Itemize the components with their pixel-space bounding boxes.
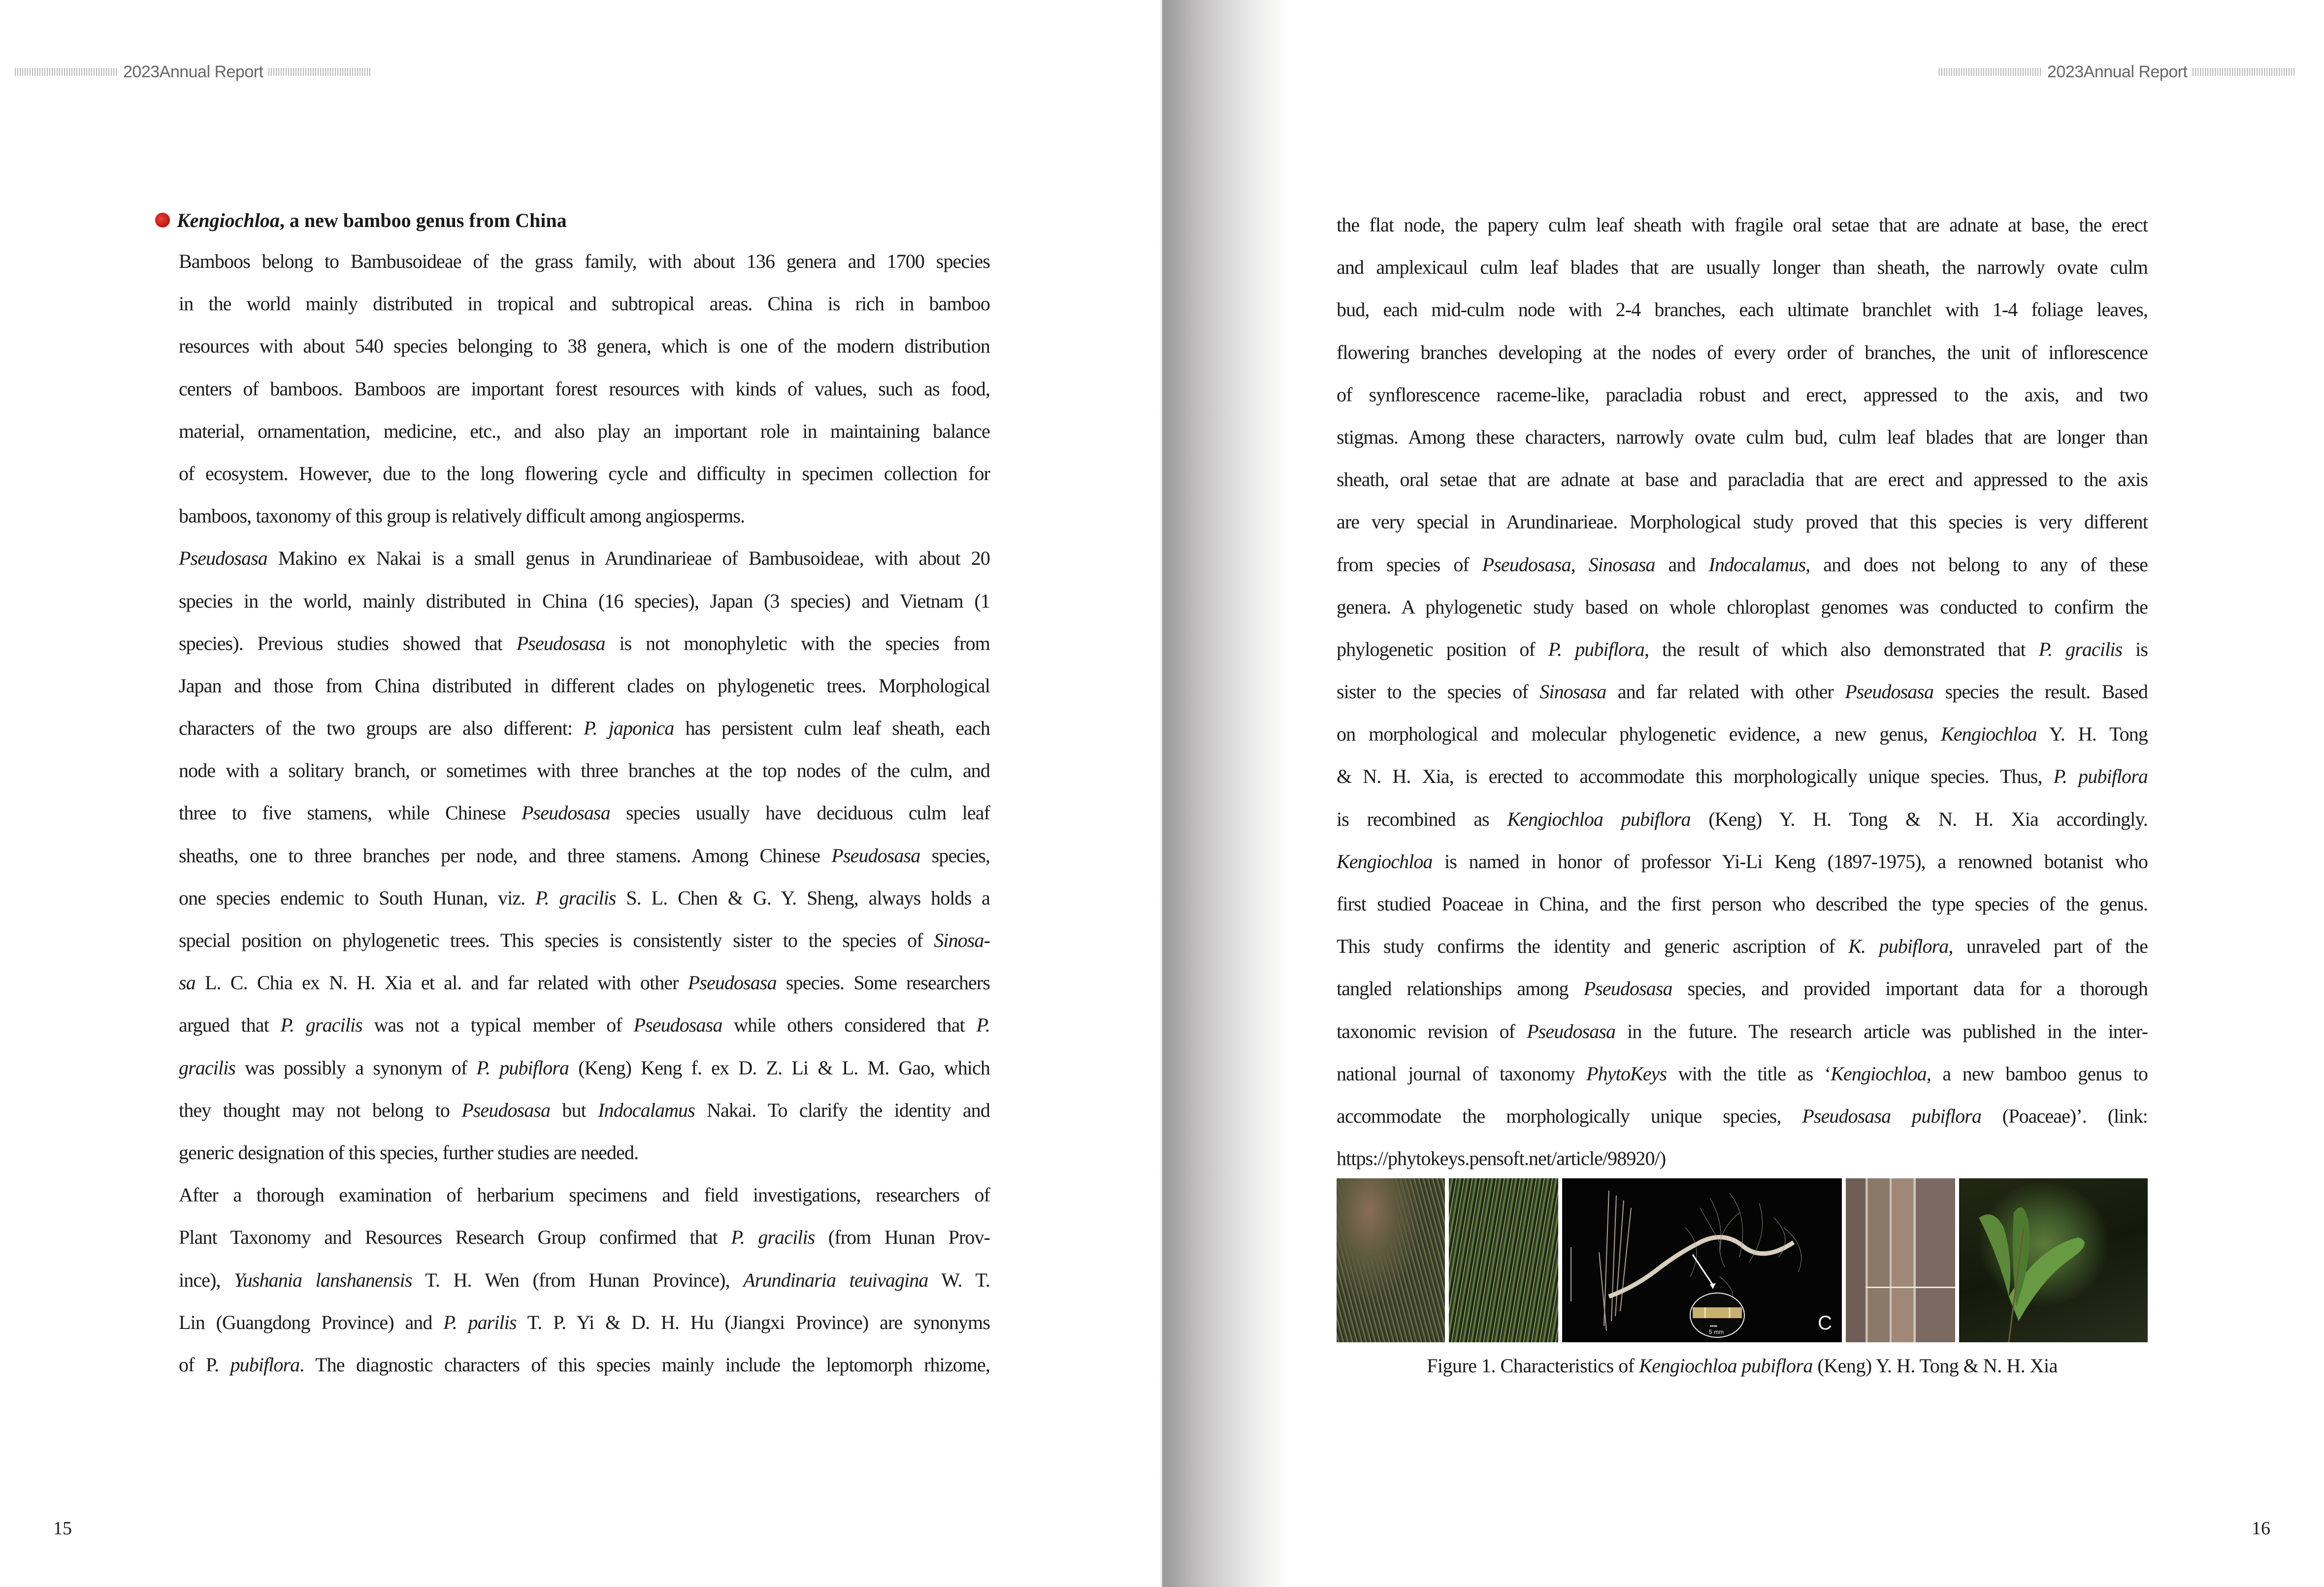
italic-taxon: P. [976, 1014, 990, 1036]
text-line [1337, 1137, 2148, 1180]
text-run: and amplexicaul culm leaf blades that are usually longer than sheath, the narrowly ovate culm [1337, 256, 2148, 279]
italic-taxon: Kengiochloa pubiflora [1639, 1355, 1813, 1377]
italic-taxon: Kengiochloa [1941, 723, 2037, 745]
text-line [179, 283, 990, 325]
italic-taxon: P. pubiflora [1548, 638, 1644, 660]
text-line [1337, 374, 2148, 416]
text-run: https://phytokeys.pensoft.net/article/98920/) [1337, 1147, 1666, 1170]
page-number-left: 15 [53, 1518, 72, 1539]
text-line [1337, 925, 2148, 968]
text-run: they thought may not belong to [179, 1099, 462, 1121]
text-run: Lin (Guangdong Province) and [179, 1311, 444, 1333]
text-run: argued that [179, 1014, 281, 1036]
text-line [179, 665, 990, 707]
text-line [1337, 1010, 2148, 1053]
text-run: generic designation of this species, further studies are needed. [179, 1141, 639, 1164]
italic-taxon: Pseudosasa [633, 1014, 722, 1036]
text-line [179, 453, 990, 495]
text-run: flowering branches developing at the nodes of every order of branches, the unit of inflorescence [1337, 341, 2148, 363]
text-run: in the world mainly distributed in tropical and subtropical areas. China is rich in bamboo [179, 292, 990, 315]
text-run: accommodate the morphologically unique species, [1337, 1104, 1802, 1127]
text-line [179, 240, 990, 283]
text-run: is [2122, 638, 2148, 660]
text-line [1337, 544, 2148, 586]
text-run: are very special in Arundinarieae. Morphological study proved that this species is very different [1337, 511, 2148, 533]
heading-text: , a new bamboo genus from China [279, 209, 567, 231]
italic-taxon: Arundinaria teuivagina [743, 1268, 928, 1291]
italic-taxon: Pseudosasa [461, 1099, 551, 1121]
text-line [179, 1216, 990, 1259]
text-run: . The diagnostic characters of this species mainly include the leptomorph rhizome, [299, 1353, 990, 1376]
text-run: three to five stamens, while Chinese [179, 802, 522, 824]
figure-1 [1337, 1178, 2148, 1342]
book-spine-shadow [1162, 0, 1290, 1587]
text-run: of P. [179, 1353, 230, 1376]
text-line [1337, 883, 2148, 925]
text-run: first studied Poaceae in China, and the first person who described the type species of the genus. [1337, 893, 2148, 915]
body-text [1337, 204, 2148, 1180]
text-line [1337, 841, 2148, 883]
italic-taxon: gracilis [179, 1056, 236, 1079]
text-run: genera. A phylogenetic study based on whole chloroplast genomes was conducted to confirm the [1337, 595, 2148, 618]
text-run: W. T. [928, 1268, 990, 1291]
text-run: Makino ex Nakai is a small genus in Arundinarieae of Bambusoideae, with about 20 [267, 547, 990, 570]
text-run: , the result of which also demonstrated that [1644, 638, 2039, 660]
text-line [179, 325, 990, 367]
text-run: (from Hunan Prov- [815, 1226, 990, 1249]
text-run: taxonomic revision of [1337, 1020, 1527, 1042]
italic-taxon: Yushania lanshanensis [234, 1268, 412, 1291]
text-run: T. P. Yi & D. H. Hu (Jiangxi Province) are synonyms [516, 1311, 990, 1333]
text-line [1337, 458, 2148, 501]
text-run: Figure 1. Characteristics of [1427, 1355, 1639, 1377]
italic-taxon: K. pubiflora [1848, 935, 1949, 958]
running-head-left [15, 62, 372, 82]
text-line [179, 1089, 990, 1132]
figure-photo-clump [1449, 1178, 1558, 1342]
text-run: and far related with other [1606, 680, 1845, 703]
italic-taxon: Pseudosasa [516, 632, 605, 654]
text-line [179, 877, 990, 919]
text-run: one species endemic to South Hunan, viz. [179, 886, 536, 909]
text-run: species, [920, 844, 990, 867]
text-run: species, and provided important data for a thorough [1672, 977, 2148, 1000]
italic-taxon: P. parilis [443, 1311, 517, 1333]
text-run: & N. H. Xia, is erected to accommodate this morphologically unique species. Thus, [1337, 765, 2054, 788]
text-run: but [550, 1099, 598, 1121]
text-run: sheath, oral setae that are adnate at base and paracladia that are erect and appressed to the axis [1337, 468, 2148, 491]
italic-taxon: P. gracilis [535, 886, 616, 909]
text-line [179, 495, 990, 537]
text-line [179, 580, 990, 622]
text-run: characters of the two groups are also different: [179, 717, 584, 740]
italic-taxon: Kengiochloa [1831, 1062, 1927, 1085]
text-run: , [1571, 553, 1589, 576]
text-line [179, 792, 990, 834]
text-line [1337, 416, 2148, 458]
text-line [179, 835, 990, 877]
text-line [1337, 755, 2148, 798]
text-run: is named in honor of professor Yi-Li Keng (1897-1975), a renowned botanist who [1432, 850, 2148, 873]
text-run: has persistent culm leaf sheath, each [674, 717, 990, 740]
italic-taxon: Pseudosasa [521, 802, 610, 824]
leaves-illustration [1959, 1178, 2148, 1342]
italic-taxon: Sinosa- [934, 929, 990, 951]
text-run: T. H. Wen (from Hunan Province), [412, 1268, 744, 1291]
figure-photo-habitat [1337, 1178, 1445, 1342]
text-line [179, 368, 990, 410]
text-line [1337, 628, 2148, 671]
text-line [179, 1259, 990, 1301]
running-head-title: 2023Annual Report [123, 62, 263, 81]
text-line [179, 1301, 990, 1344]
italic-taxon: P. pubiflora [476, 1056, 569, 1079]
text-line [1337, 1053, 2148, 1095]
text-run: This study confirms the identity and generic ascription of [1337, 935, 1849, 958]
text-run: on morphological and molecular phylogenetic evidence, a new genus, [1337, 723, 1941, 745]
text-run: ince), [179, 1268, 234, 1291]
left-text-column [179, 204, 990, 1386]
text-run: with the title as ‘ [1667, 1062, 1831, 1085]
decorative-rule [268, 68, 372, 76]
italic-taxon: sa [179, 972, 196, 994]
text-run: stigmas. Among these characters, narrowly ovate culm bud, culm leaf blades that are longer than [1337, 425, 2148, 448]
text-run: node with a solitary branch, or sometimes with three branches at the top nodes of the culm, and [179, 759, 990, 782]
italic-taxon: Sinosasa [1588, 553, 1655, 576]
figure-caption [1337, 1354, 2148, 1377]
decorative-rule [2193, 68, 2296, 76]
text-run: national journal of taxonomy [1337, 1062, 1587, 1085]
text-line [1337, 1095, 2148, 1137]
text-run: Nakai. To clarify the identity and [694, 1099, 990, 1121]
italic-taxon: Pseudosasa [179, 547, 267, 570]
text-run: tangled relationships among [1337, 977, 1584, 1000]
text-run: was possibly a synonym of [235, 1056, 477, 1079]
text-run: S. L. Chen & G. Y. Sheng, always holds a [616, 886, 990, 909]
text-run: (Keng) Keng f. ex D. Z. Li & L. M. Gao, which [569, 1056, 990, 1079]
text-run: the flat node, the papery culm leaf sheath with fragile oral setae that are adnate at base, the erect [1337, 214, 2148, 236]
text-line [1337, 586, 2148, 628]
text-run: species. Some researchers [776, 972, 990, 994]
body-text [179, 240, 990, 1386]
text-line [1337, 289, 2148, 331]
text-line [179, 1004, 990, 1046]
page-number-right: 16 [2252, 1518, 2270, 1539]
italic-taxon: Indocalamus [1708, 553, 1806, 576]
text-run: from species of [1337, 553, 1482, 576]
text-run: special position on phylogenetic trees. This species is consistently sister to the species of [179, 929, 934, 951]
text-line [179, 1047, 990, 1089]
text-run: phylogenetic position of [1337, 638, 1548, 660]
text-line [179, 1344, 990, 1386]
decorative-rule [15, 68, 118, 76]
text-run: is recombined as [1337, 808, 1507, 830]
text-run: species the result. Based [1933, 680, 2148, 703]
italic-taxon: Pseudosasa [1527, 1020, 1616, 1042]
italic-taxon: Kengiochloa [1337, 850, 1433, 873]
rhizome-illustration [1562, 1178, 1842, 1342]
text-run: while others considered that [722, 1014, 977, 1036]
text-line [1337, 331, 2148, 374]
italic-taxon: Pseudosasa [831, 844, 920, 867]
text-line [1337, 798, 2148, 841]
figure-photo-leaves [1959, 1178, 2148, 1342]
text-run: of ecosystem. However, due to the long flowering cycle and difficulty in specimen collection for [179, 462, 990, 485]
italic-taxon: Kengiochloa pubiflora [1507, 808, 1691, 830]
text-run: Japan and those from China distributed in different clades on phylogenetic trees. Morphological [179, 674, 990, 697]
text-run: material, ornamentation, medicine, etc., and also play an important role in maintaining balance [179, 420, 990, 442]
text-run: Plant Taxonomy and Resources Research Group confirmed that [179, 1226, 731, 1249]
italic-taxon: P. gracilis [2038, 638, 2123, 660]
text-run: species usually have deciduous culm leaf [610, 802, 990, 824]
decorative-rule [1939, 68, 2042, 76]
scale-label: 5 mm [1709, 1328, 1724, 1335]
text-line [179, 749, 990, 792]
text-run: After a thorough examination of herbarium specimens and field investigations, researchers of [179, 1184, 990, 1206]
text-run: resources with about 540 species belonging to 38 genera, which is one of the modern distribution [179, 335, 990, 357]
text-run: sheaths, one to three branches per node, and three stamens. Among Chinese [179, 844, 832, 867]
text-run: and [1655, 553, 1709, 576]
italic-taxon: Pseudosasa [1845, 680, 1934, 703]
text-run: bamboos, taxonomy of this group is relatively difficult among angiosperms. [179, 505, 745, 527]
text-line [1337, 671, 2148, 713]
figure-photo-rhizome [1562, 1178, 1842, 1342]
text-line [179, 1132, 990, 1174]
running-head-right [1939, 62, 2296, 82]
text-run: , and does not belong to any of these [1805, 553, 2148, 576]
right-text-column [1337, 204, 2148, 1180]
text-run: Bamboos belong to Bambusoideae of the grass family, with about 136 genera and 1700 species [179, 250, 990, 272]
text-run: , unraveled part of the [1948, 935, 2148, 958]
italic-taxon: PhytoKeys [1586, 1062, 1667, 1085]
italic-taxon: Pseudosasa [1482, 553, 1571, 576]
text-line [179, 537, 990, 580]
heading-genus: Kengiochloa [177, 209, 280, 231]
text-run: of synflorescence raceme-like, paracladia robust and erect, appressed to the axis, and two [1337, 383, 2148, 406]
text-run: (Poaceae)’. (link: [1981, 1104, 2148, 1127]
text-line [179, 622, 990, 665]
italic-taxon: Pseudosasa [1583, 977, 1672, 1000]
italic-taxon: Pseudosasa [687, 972, 777, 994]
text-run: centers of bamboos. Bamboos are important forest resources with kinds of values, such as food, [179, 377, 990, 400]
text-run: sister to the species of [1337, 680, 1540, 703]
figure-photo-culm [1846, 1178, 1955, 1342]
italic-taxon: P. pubiflora [2053, 765, 2148, 788]
red-bullet-icon [155, 213, 170, 227]
panel-label: C [1818, 1312, 1832, 1334]
text-run: species in the world, mainly distributed in China (16 species), Japan (3 species) and Vietnam (1 [179, 589, 990, 612]
text-run: was not a typical member of [362, 1014, 634, 1036]
italic-taxon: P. gracilis [280, 1014, 362, 1036]
section-heading [155, 204, 990, 236]
text-run: L. C. Chia ex N. H. Xia et al. and far related with other [195, 972, 688, 994]
text-line [1337, 501, 2148, 543]
text-line [179, 919, 990, 962]
text-line [1337, 246, 2148, 289]
text-run: (Keng) Y. H. Tong & N. H. Xia accordingly. [1690, 808, 2148, 830]
text-line [179, 707, 990, 749]
italic-taxon: P. japonica [584, 717, 674, 740]
text-line [1337, 968, 2148, 1010]
italic-taxon: Sinosasa [1539, 680, 1606, 703]
italic-taxon: pubiflora [230, 1353, 300, 1376]
text-line [1337, 204, 2148, 246]
text-run: species). Previous studies showed that [179, 632, 517, 654]
text-run: in the future. The research article was published in the inter- [1615, 1020, 2148, 1042]
callout-arrow [1693, 1255, 1712, 1284]
italic-taxon: Indocalamus [598, 1099, 695, 1121]
text-run: (Keng) Y. H. Tong & N. H. Xia [1812, 1355, 2058, 1377]
text-run: bud, each mid-culm node with 2-4 branches, each ultimate branchlet with 1-4 foliage leaves, [1337, 298, 2148, 321]
text-run: is not monophyletic with the species from [605, 632, 990, 654]
text-line [179, 1174, 990, 1216]
text-run: Y. H. Tong [2036, 723, 2148, 745]
text-line [179, 962, 990, 1004]
italic-taxon: Pseudosasa pubiflora [1802, 1104, 1981, 1127]
italic-taxon: P. gracilis [731, 1226, 815, 1249]
running-head-title: 2023Annual Report [2047, 62, 2188, 81]
text-line [1337, 713, 2148, 755]
text-run: , a new bamboo genus to [1926, 1062, 2148, 1085]
text-line [179, 410, 990, 453]
